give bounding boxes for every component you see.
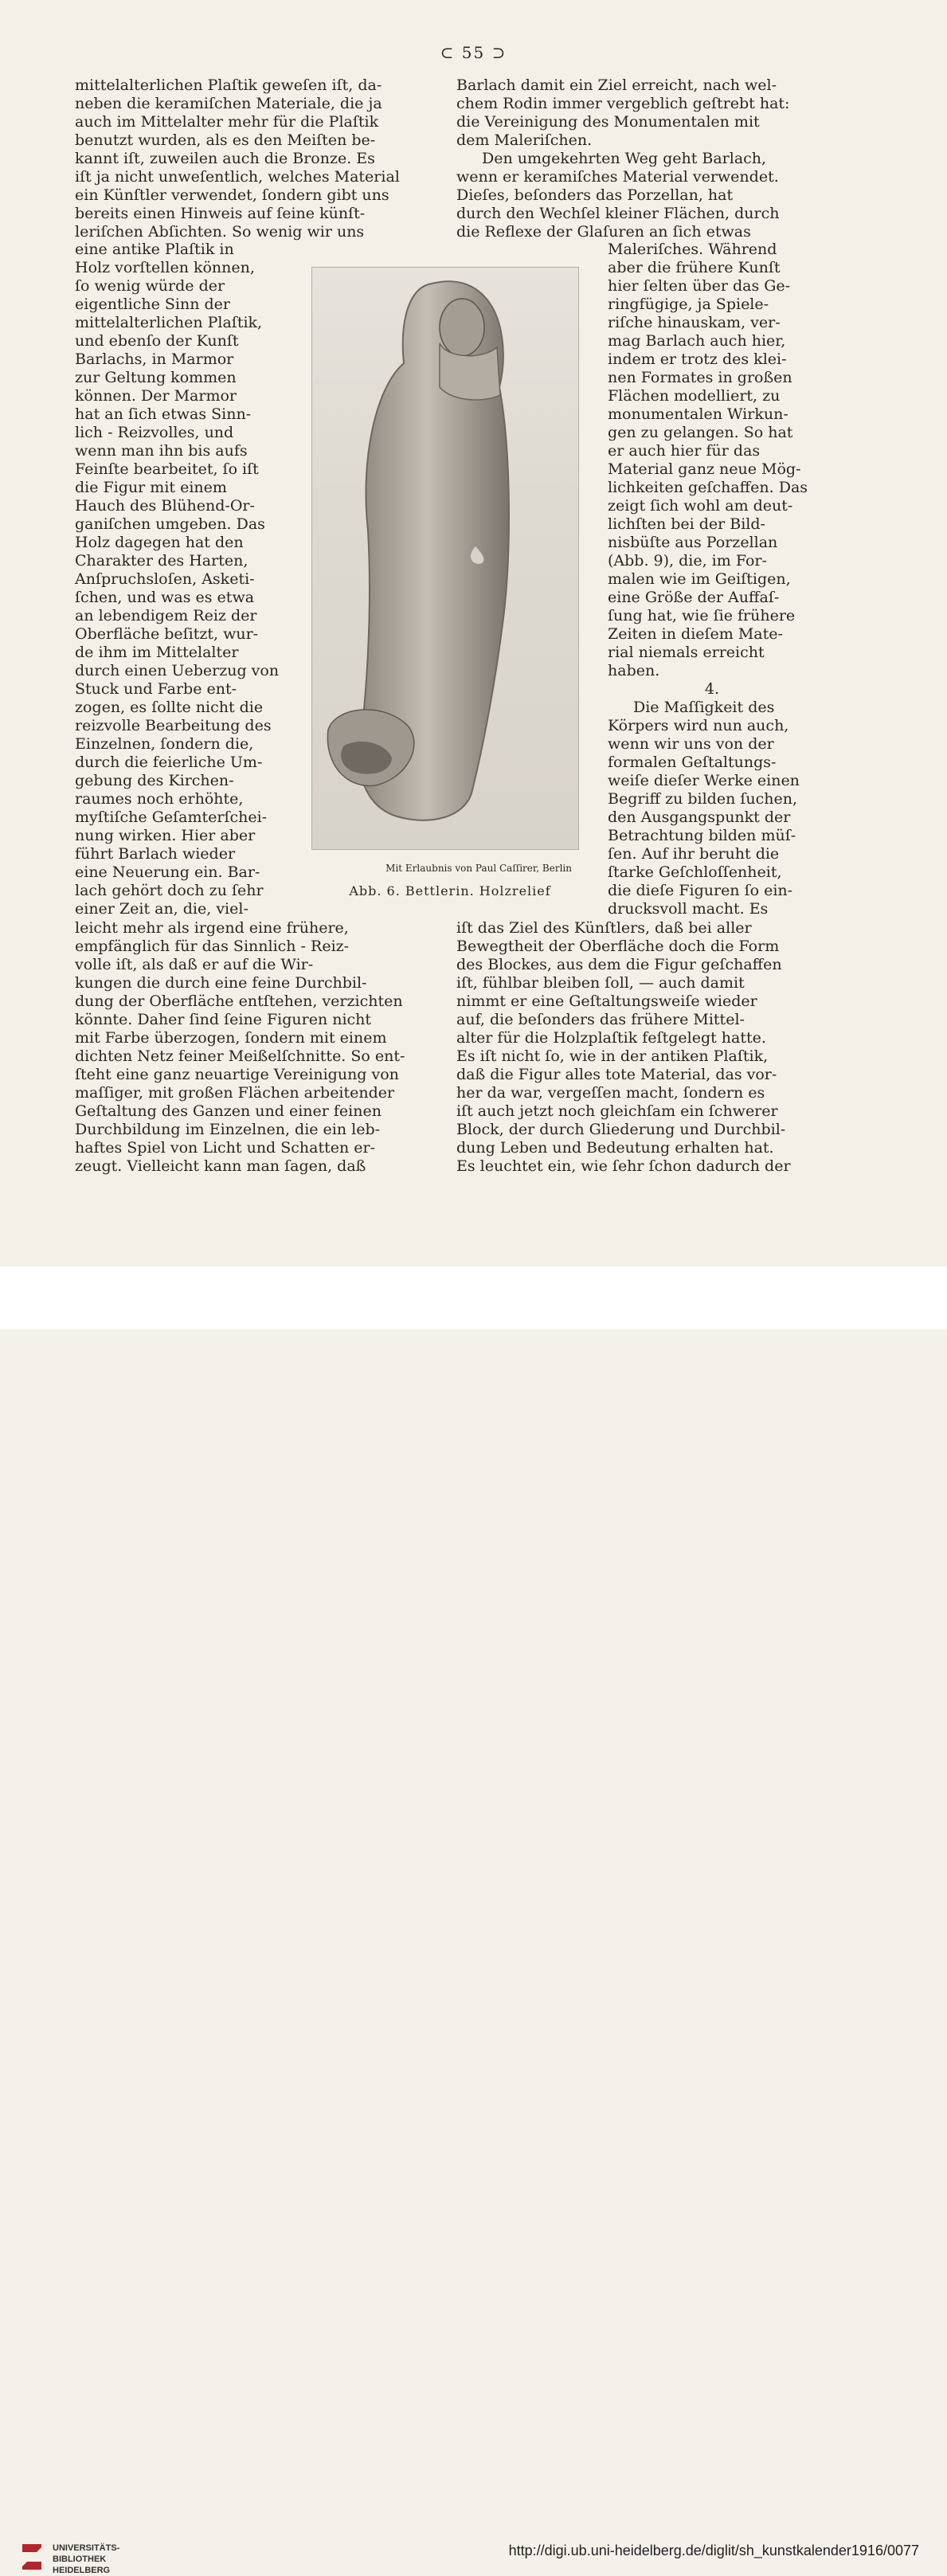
text-line: haftes Spiel von Licht und Schatten er- bbox=[75, 1139, 376, 1157]
text-line: und ebenſo der Kunſt bbox=[75, 332, 239, 350]
text-line: eine Größe der Auffaſ- bbox=[608, 589, 780, 606]
text-line: mittelalterlichen Plaſtik geweſen iſt, da- bbox=[75, 76, 382, 94]
text-line: an lebendigem Reiz der bbox=[75, 607, 257, 624]
digitization-footer bbox=[0, 1266, 947, 2575]
text-line: iſt, fühlbar bleiben ſoll, — auch damit bbox=[456, 974, 745, 992]
text-line: dung Leben und Bedeutung erhalten hat. bbox=[456, 1139, 774, 1157]
text-line: führt Barlach wieder bbox=[75, 845, 236, 863]
text-line: riſche hinauskam, ver- bbox=[608, 314, 781, 331]
text-line: daß die Figur alles tote Material, das vor- bbox=[456, 1066, 777, 1083]
text-line: lichſten bei der Bild- bbox=[608, 515, 765, 533]
text-line: wenn man ihn bis aufs bbox=[75, 442, 248, 460]
text-line: nimmt er eine Geſtaltungsweiſe wieder bbox=[456, 992, 757, 1010]
ornament-left-icon: ⊂ bbox=[440, 43, 456, 62]
text-line: Block, der durch Gliederung und Durchbil- bbox=[456, 1121, 786, 1138]
text-line: weiſe dieſer Werke einen bbox=[608, 772, 800, 789]
text-line: Körpers wird nun auch, bbox=[608, 717, 789, 734]
figure-caption: Abb. 6. Bettlerin. Holzrelief bbox=[349, 883, 551, 898]
text-line: formalen Geſtaltungs- bbox=[608, 754, 777, 771]
text-line: Durchbildung im Einzelnen, die ein leb- bbox=[75, 1121, 381, 1138]
text-line: kannt iſt, zuweilen auch die Bronze. Es bbox=[75, 150, 375, 167]
university-library-logo-icon bbox=[18, 2539, 46, 2574]
text-line: durch den Wechſel kleiner Flächen, durch bbox=[456, 205, 780, 222]
text-line: volle iſt, als daß er auf die Wir- bbox=[75, 956, 314, 973]
text-line: iſt ja nicht unweſentlich, welches Material bbox=[75, 168, 400, 186]
text-line: ſchen, und was es etwa bbox=[75, 589, 255, 606]
text-line: empfänglich für das Sinnlich - Reiz- bbox=[75, 938, 350, 955]
text-line: Begriff zu bilden ſuchen, bbox=[608, 790, 798, 808]
text-line: iſt das Ziel des Künſtlers, daß bei aller bbox=[456, 919, 752, 937]
section-number: 4. bbox=[704, 680, 720, 698]
institution-name bbox=[53, 2543, 119, 2576]
text-line: Barlach damit ein Ziel erreicht, nach wel- bbox=[456, 76, 777, 94]
text-line: monumentalen Wirkun- bbox=[608, 405, 789, 423]
figure-credit: Mit Erlaubnis von Paul Caſſirer, Berlin bbox=[385, 863, 572, 874]
left-column-narrow bbox=[75, 241, 284, 918]
text-line: gen zu gelangen. So hat bbox=[608, 424, 793, 441]
text-line: zur Geltung kommen bbox=[75, 369, 237, 386]
source-url-link[interactable]: http://digi.ub.uni-heidelberg.de/diglit/sh_kunstkalender1916/0077 bbox=[508, 2543, 919, 2558]
text-line: Die Maſſigkeit des bbox=[633, 699, 775, 716]
text-line: bereits einen Hinweis auf ſeine künſt- bbox=[75, 205, 366, 222]
text-line: Einzelnen, ſondern die, bbox=[75, 735, 254, 753]
text-line: Dieſes, beſonders das Porzellan, hat bbox=[456, 186, 734, 204]
text-line: die Figur mit einem bbox=[75, 479, 227, 496]
text-line: lich - Reizvolles, und bbox=[75, 424, 234, 441]
text-line: rial niemals erreicht bbox=[608, 644, 765, 661]
text-line: Zeiten in dieſem Mate- bbox=[608, 625, 783, 643]
beggar-woman-relief-figure bbox=[312, 268, 578, 849]
text-line: nung wirken. Hier aber bbox=[75, 827, 256, 844]
text-line: ſung hat, wie ſie frühere bbox=[608, 607, 796, 624]
text-line: die Reflexe der Glaſuren an ſich etwas bbox=[456, 223, 751, 241]
text-line: Feinſte bearbeitet, ſo iſt bbox=[75, 460, 259, 478]
text-line: Hauch des Blühend-Or- bbox=[75, 497, 255, 515]
text-line: aber die frühere Kunſt bbox=[608, 259, 781, 276]
text-line: mittelalterlichen Plaſtik, bbox=[75, 314, 263, 331]
text-line: raumes noch erhöhte, bbox=[75, 790, 244, 808]
text-line: myſtiſche Geſamterſchei- bbox=[75, 808, 268, 826]
text-line: Maleriſches. Während bbox=[608, 241, 777, 258]
relief-photograph bbox=[311, 267, 579, 850]
text-line: drucksvoll macht. Es bbox=[608, 900, 769, 918]
text-line: Flächen modelliert, zu bbox=[608, 387, 781, 405]
institution-line: HEIDELBERG bbox=[53, 2566, 111, 2575]
text-line: eine Neuerung ein. Bar- bbox=[75, 863, 260, 881]
text-line: (Abb. 9), die, im For- bbox=[608, 552, 767, 570]
text-line: wenn wir uns von der bbox=[608, 735, 774, 753]
text-line: Charakter des Harten, bbox=[75, 552, 248, 570]
text-line: mit Farbe überzogen, ſondern mit einem bbox=[75, 1029, 387, 1047]
text-line: alter für die Holzplaſtik feſtgelegt hatte. bbox=[456, 1029, 766, 1047]
text-line: den Ausgangspunkt der bbox=[608, 808, 791, 826]
text-line: ſteht eine ganz neuartige Vereinigung von bbox=[75, 1066, 399, 1083]
text-line: chem Rodin immer vergeblich geſtrebt hat: bbox=[456, 95, 790, 112]
page-number: ⊂ 55 ⊃ bbox=[440, 43, 507, 62]
text-line: lichkeiten geſchaffen. Das bbox=[608, 479, 808, 496]
text-line: gebung des Kirchen- bbox=[75, 772, 234, 789]
text-line: die dieſe Figuren ſo ein- bbox=[608, 882, 793, 899]
text-line: auch im Mittelalter mehr für die Plaſtik bbox=[75, 113, 379, 131]
text-line: indem er trotz des klei- bbox=[608, 350, 787, 368]
text-line: des Blockes, aus dem die Figur geſchaffen bbox=[456, 956, 782, 973]
text-line: wenn er keramiſches Material verwendet. bbox=[456, 168, 779, 186]
text-line: Betrachtung bilden müſ- bbox=[608, 827, 796, 844]
text-line: dichten Netz feiner Meißelſchnitte. So ent- bbox=[75, 1047, 405, 1065]
text-line: benutzt wurden, als es den Meiſten be- bbox=[75, 131, 376, 149]
text-line: zeugt. Vielleicht kann man ſagen, daß bbox=[75, 1157, 366, 1175]
text-line: ſtarke Geſchloſſenheit, bbox=[608, 863, 782, 881]
right-column-narrow bbox=[608, 241, 816, 918]
text-line: die Vereinigung des Monumentalen mit bbox=[456, 113, 760, 131]
text-line: her da war, vergeſſen macht, ſondern es bbox=[456, 1084, 765, 1102]
scanned-page bbox=[0, 0, 947, 1266]
text-line: Geſtaltung des Ganzen und einer feinen bbox=[75, 1102, 382, 1120]
text-line: er auch hier für das bbox=[608, 442, 761, 460]
text-line: haben. bbox=[608, 662, 660, 679]
text-line: ein Künſtler verwendet, ſondern gibt uns bbox=[75, 186, 389, 204]
left-column-top bbox=[75, 76, 435, 241]
text-line: dem Maleriſchen. bbox=[456, 131, 593, 149]
text-line: malen wie im Geiſtigen, bbox=[608, 570, 791, 588]
left-column-bottom bbox=[75, 919, 435, 1176]
ornament-right-icon: ⊃ bbox=[491, 43, 507, 62]
text-line: Es leuchtet ein, wie ſehr ſchon dadurch der bbox=[456, 1157, 791, 1175]
text-line: ringfügige, ja Spiele- bbox=[608, 296, 769, 313]
text-line: Material ganz neue Mög- bbox=[608, 460, 801, 478]
text-line: zeigt ſich wohl am deut- bbox=[608, 497, 793, 515]
text-line: hat an ſich etwas Sinn- bbox=[75, 405, 252, 423]
text-line: maſſiger, mit großen Flächen arbeitender bbox=[75, 1084, 395, 1102]
text-line: reizvolle Bearbeitung des bbox=[75, 717, 272, 734]
text-line: Oberfläche beſitzt, wur- bbox=[75, 625, 259, 643]
text-line: de ihm im Mittelalter bbox=[75, 644, 239, 661]
text-line: Den umgekehrten Weg geht Barlach, bbox=[482, 150, 767, 167]
institution-line: BIBLIOTHEK bbox=[53, 2554, 107, 2564]
text-line: Holz dagegen hat den bbox=[75, 534, 244, 551]
text-line: kungen die durch eine feine Durchbil- bbox=[75, 974, 367, 992]
right-column-top bbox=[456, 76, 816, 241]
text-line: eine antike Plaſtik in bbox=[75, 241, 234, 258]
text-line: könnte. Daher ſind ſeine Figuren nicht bbox=[75, 1011, 372, 1028]
text-line: ſen. Auf ihr beruht die bbox=[608, 845, 780, 863]
text-line: durch die feierliche Um- bbox=[75, 754, 263, 771]
text-line: leicht mehr als irgend eine frühere, bbox=[75, 919, 349, 937]
text-line: können. Der Marmor bbox=[75, 387, 237, 405]
text-line: mag Barlach auch hier, bbox=[608, 332, 786, 350]
institution-line: UNIVERSITÄTS- bbox=[53, 2543, 120, 2553]
text-line: nisbüſte aus Porzellan bbox=[608, 534, 778, 551]
text-line: dung der Oberfläche entſtehen, verzichten bbox=[75, 992, 403, 1010]
text-line: hier ſelten über das Ge- bbox=[608, 277, 791, 295]
text-line: Es iſt nicht ſo, wie in der antiken Plaſtik, bbox=[456, 1047, 769, 1065]
text-line: Holz vorſtellen können, bbox=[75, 259, 255, 276]
text-line: neben die keramiſchen Materiale, die ja bbox=[75, 95, 382, 112]
text-line: Anſpruchsloſen, Asketi- bbox=[75, 570, 255, 588]
text-line: ganiſchen umgeben. Das bbox=[75, 515, 265, 533]
text-line: einer Zeit an, die, viel- bbox=[75, 900, 248, 918]
right-column-bottom bbox=[456, 919, 816, 1176]
text-line: eigentliche Sinn der bbox=[75, 296, 231, 313]
text-line: ſo wenig würde der bbox=[75, 277, 225, 295]
text-line: Stuck und Farbe ent- bbox=[75, 680, 237, 698]
text-line: zogen, es ſollte nicht die bbox=[75, 699, 264, 716]
text-line: lach gehört doch zu ſehr bbox=[75, 882, 264, 899]
text-line: Barlachs, in Marmor bbox=[75, 350, 234, 368]
text-line: leriſchen Abſichten. So wenig wir uns bbox=[75, 223, 365, 241]
text-line: durch einen Ueberzug von bbox=[75, 662, 280, 679]
text-line: auf, die beſonders das frühere Mittel- bbox=[456, 1011, 745, 1028]
text-line: iſt auch jetzt noch gleichſam ein ſchwerer bbox=[456, 1102, 778, 1120]
text-line: nen Formates in großen bbox=[608, 369, 792, 386]
text-line: Bewegtheit der Oberfläche doch die Form bbox=[456, 938, 780, 955]
